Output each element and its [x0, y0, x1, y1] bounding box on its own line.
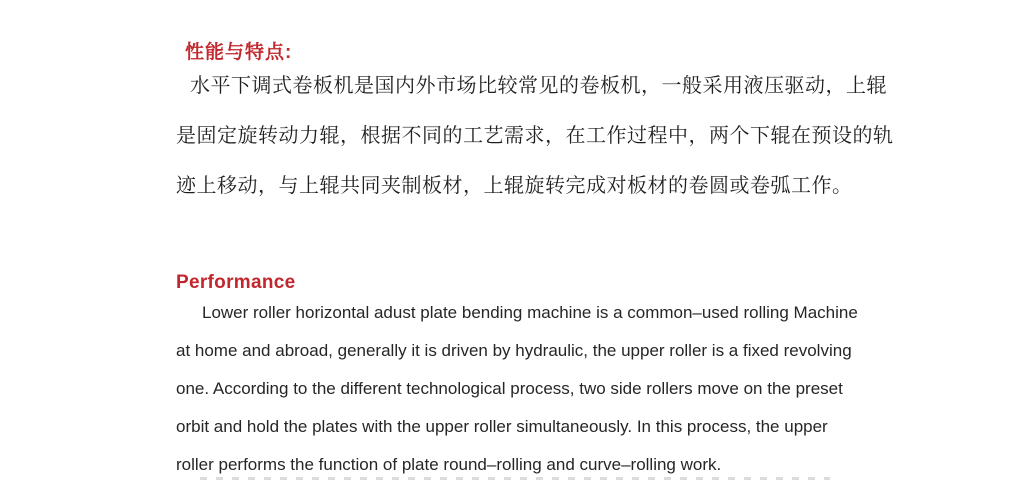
- chinese-paragraph-line: 迹上移动，与上辊共同夹制板材，上辊旋转完成对板材的卷圆或卷弧工作。: [176, 175, 853, 197]
- english-paragraph-line: Lower roller horizontal adust plate bending machine is a common–used rolling Machine: [202, 303, 858, 322]
- english-section-heading: Performance: [176, 272, 296, 293]
- english-paragraph-line: orbit and hold the plates with the upper roller simultaneously. In this process, the upper: [176, 417, 828, 436]
- english-paragraph-line: one. According to the different technological process, two side rollers move on the preset: [176, 379, 843, 398]
- english-paragraph: [176, 294, 900, 484]
- chinese-paragraph-line: 水平下调式卷板机是国内外市场比较常见的卷板机，一般采用液压驱动，上辊: [190, 75, 887, 97]
- english-paragraph-line: at home and abroad, generally it is driven by hydraulic, the upper roller is a fixed revolving: [176, 341, 852, 360]
- english-paragraph-line: roller performs the function of plate round–rolling and curve–rolling work.: [176, 455, 722, 474]
- chinese-paragraph: [176, 61, 916, 211]
- cutoff-text-remnant: [200, 477, 830, 480]
- chinese-section-heading: 性能与特点:: [185, 42, 293, 63]
- chinese-paragraph-line: 是固定旋转动力辊，根据不同的工艺需求，在工作过程中，两个下辊在预设的轨: [176, 125, 894, 147]
